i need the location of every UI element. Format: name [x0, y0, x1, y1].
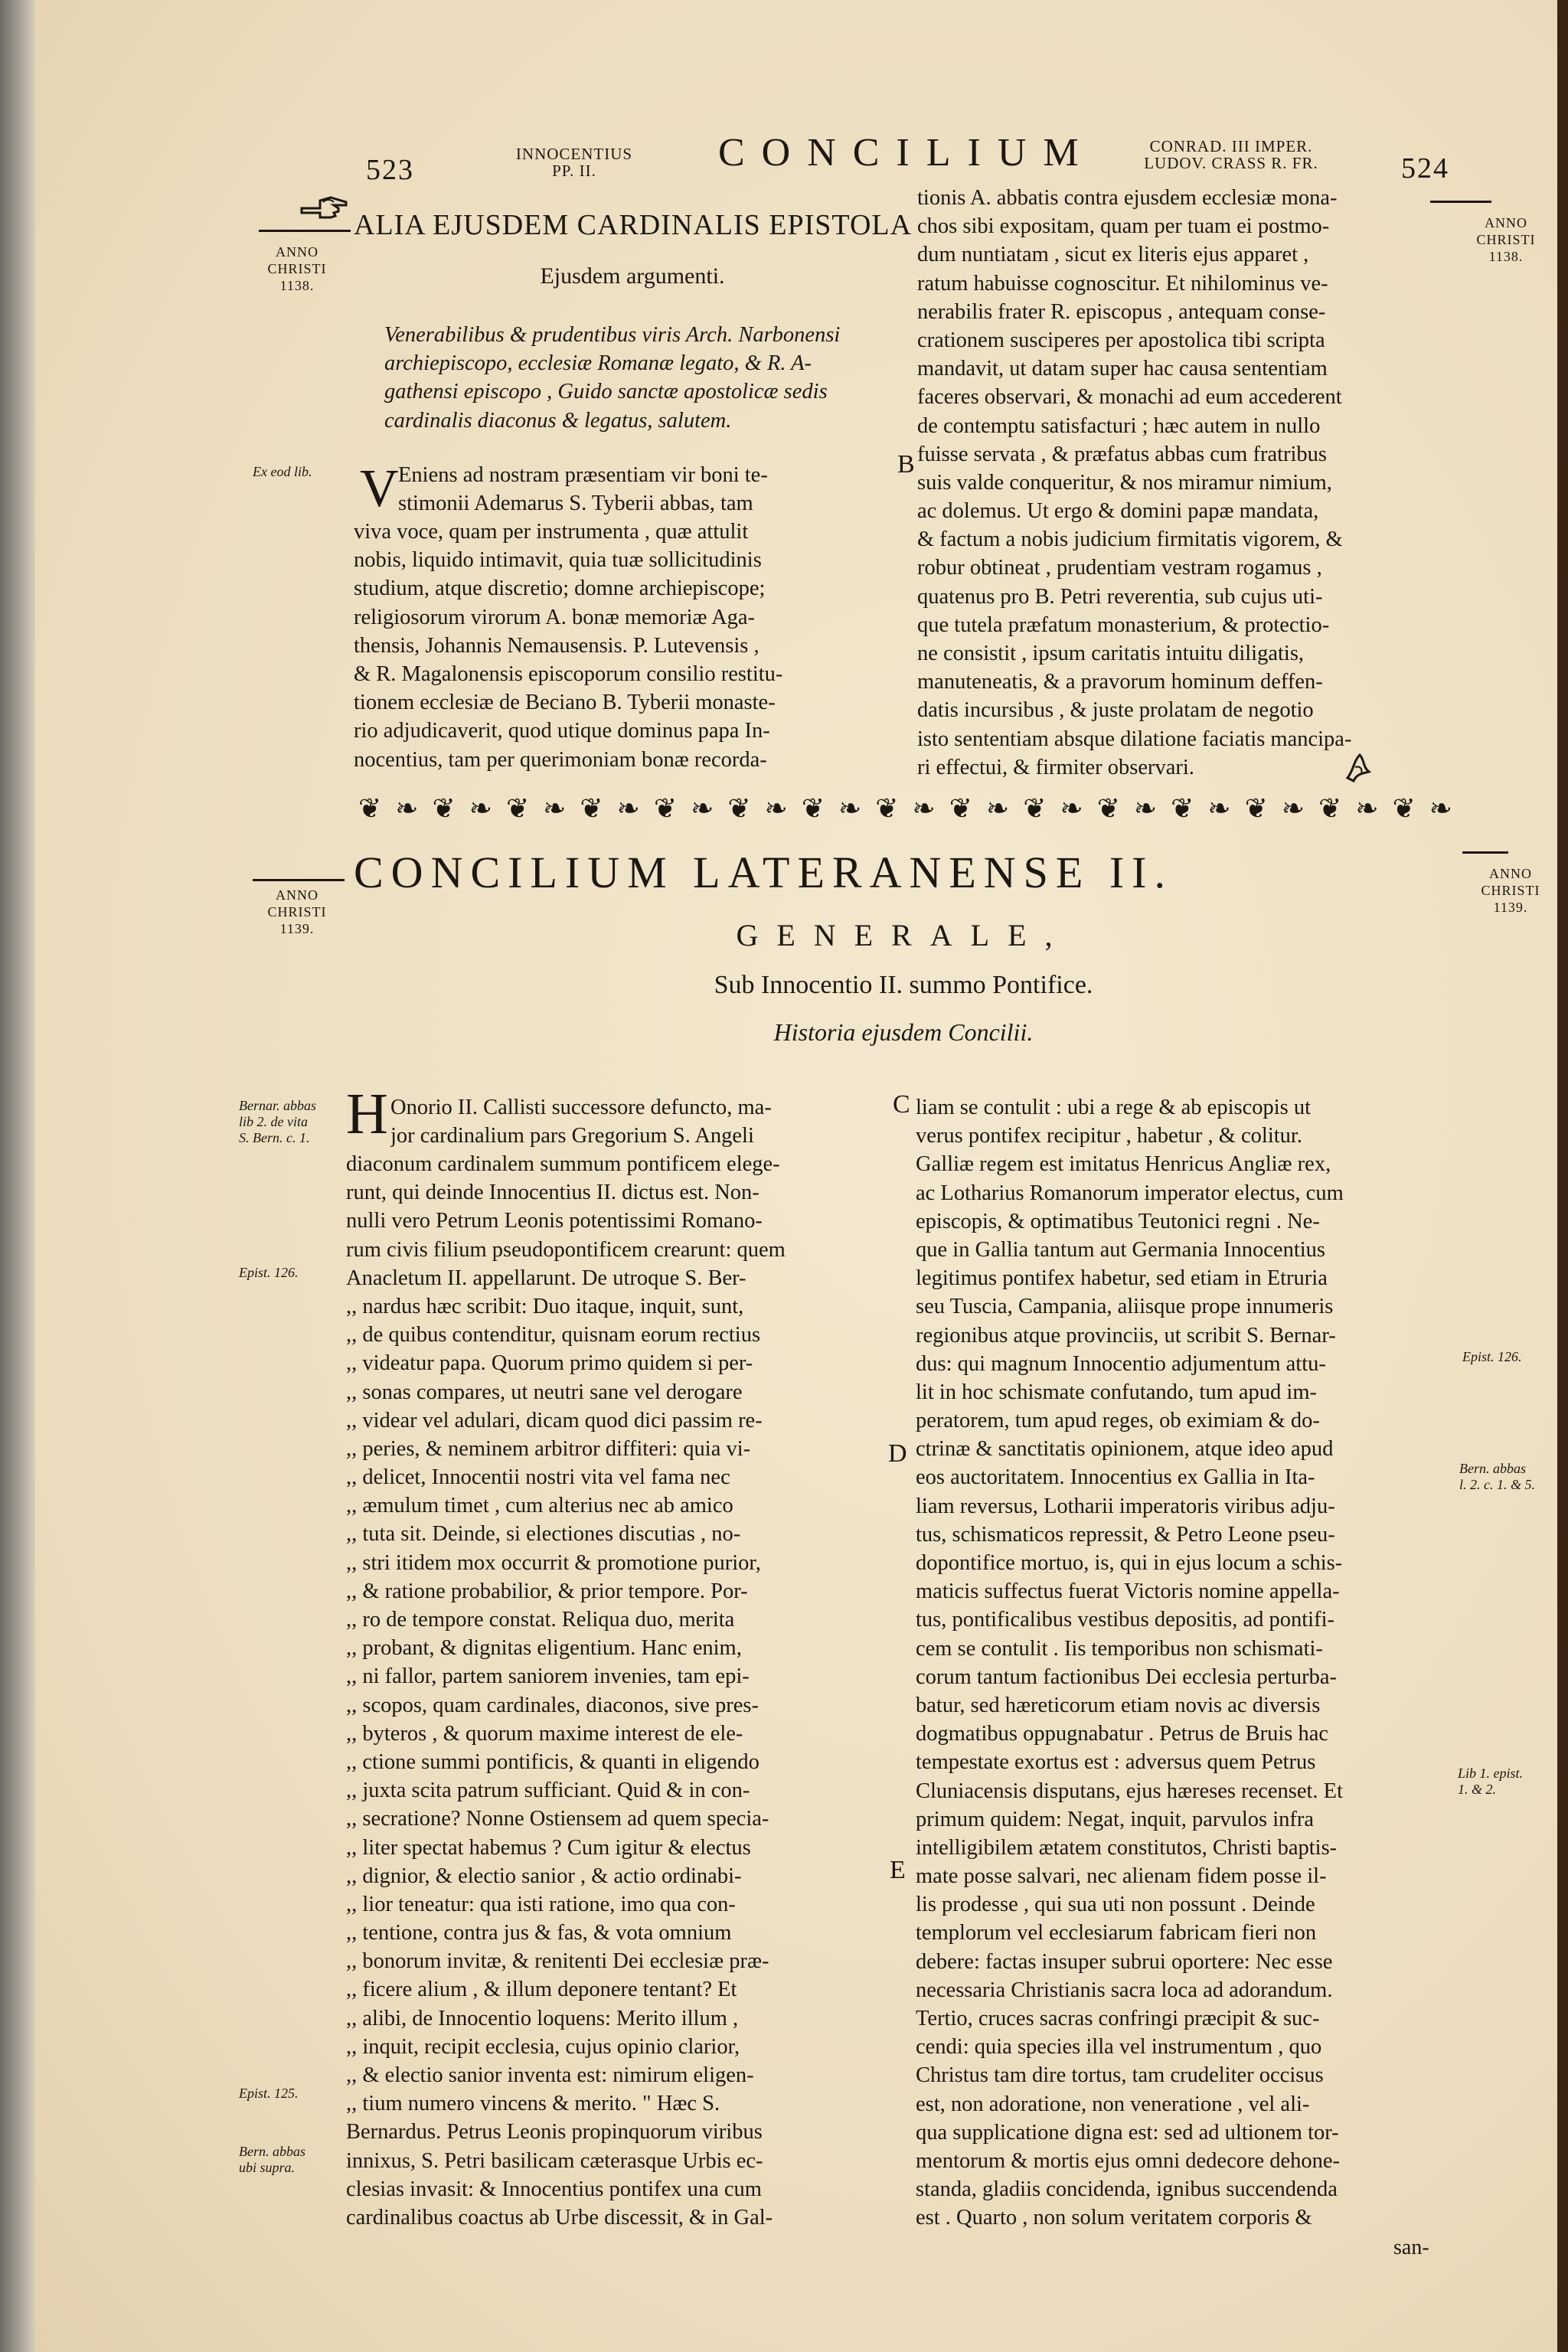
text-line: ctrinæ & sanctitatis opinionem, atque ideo apud — [916, 1437, 1334, 1462]
text-line: Tertio, cruces sacras confringi præcipit & suc- — [916, 2007, 1320, 2030]
margin-christi-label: CHRISTI — [1481, 883, 1540, 898]
margin-ref-ex-eod-lib: Ex eod lib. — [253, 464, 312, 479]
fleuron-icon: ❧ — [912, 793, 936, 824]
fleuron-icon: ❧ — [469, 793, 493, 824]
text-line: clesias invasit: & Innocentius pontifex una cum — [346, 2177, 762, 2201]
fleuron-icon: ❦ — [1023, 793, 1047, 824]
fleuron-icon: ❦ — [1096, 793, 1121, 824]
text-line: ,, ni fallor, partem saniorem invenies, tam epi- — [346, 1664, 750, 1689]
margin-rule — [253, 879, 345, 881]
text-line: episcopis, & optimatibus Teutonici regni . Ne- — [916, 1209, 1320, 1233]
text-line: ac Lotharius Romanorum imperator electus, cum — [916, 1181, 1344, 1205]
text-line: Onorio II. Callisti successore defuncto, ma- — [390, 1096, 772, 1119]
text-line: ,, stri itidem mox occurrit & promotione purior, — [346, 1550, 761, 1575]
text-line: nulli vero Petrum Leonis potentissimi Romano- — [346, 1209, 763, 1233]
text-line: jor cardinalium pars Gregorium S. Angeli — [390, 1124, 754, 1148]
margin-ref-bern-ubi — [239, 2144, 305, 2176]
text-line: dogmatibus oppugnabatur . Petrus de Bruis hac — [916, 1722, 1329, 1746]
text-line: faceres observari, & monachi ad eum accederent — [917, 385, 1342, 410]
text-line: ri effectui, & firmiter observari. — [917, 755, 1194, 779]
epistola-heading: ALIA EJUSDEM CARDINALIS EPISTOLA — [354, 209, 913, 241]
fleuron-icon: ❧ — [1133, 793, 1158, 824]
header-pope-line2: PP. II. — [552, 162, 596, 180]
text-line: ac dolemus. Ut ergo & domini papæ mandata, — [917, 499, 1319, 524]
text-line: datis incursibus , & juste prolatam de negotio — [917, 698, 1314, 723]
text-line: rio adjudicaverit, quod utique dominus papa In- — [354, 719, 770, 743]
concilium-right-column — [916, 1093, 1459, 2233]
fleuron-icon: ❦ — [432, 793, 456, 824]
text-line: chos sibi expositam, quam per tuam ei postmo- — [917, 214, 1330, 239]
epistola-left-column-cont — [354, 518, 896, 774]
dropcap-v: V — [360, 459, 399, 518]
text-line: ,, liter spectat habemus ? Cum igitur & electus — [346, 1835, 751, 1860]
header-title: CONCILIUM — [718, 131, 1096, 175]
margin-anno-1139-right — [1468, 865, 1553, 916]
text-line: Cluniacensis disputans, ejus hæreses recenset. Et — [916, 1779, 1344, 1803]
concilium-title: CONCILIUM LATERANENSE II. — [354, 848, 1173, 897]
text-line: est . Quarto , non solum veritatem corporis & — [916, 2206, 1312, 2230]
fleuron-icon: ❧ — [1281, 793, 1306, 824]
text-line: cardinalibus coactus ab Urbe discessit, & in Gal- — [346, 2205, 773, 2230]
text-line: batur, sed hæreticorum etiam novis ac diversis — [916, 1693, 1321, 1717]
text-line: Galliæ regem est imitatus Henricus Angliæ rex, — [916, 1152, 1331, 1177]
margin-ref-epist-126-right: Epist. 126. — [1462, 1349, 1522, 1364]
text-line: standa, gladiis concidenda, ignibus succendenda — [916, 2177, 1338, 2202]
margin-year: 1138. — [1488, 249, 1524, 264]
text-line: dopontifice mortuo, is, qui in ejus locum a schis- — [916, 1551, 1343, 1575]
fleuron-icon: ❧ — [616, 793, 641, 824]
text-line: ,, æmulum timet , cum alterius nec ab amico — [346, 1494, 733, 1518]
text-line: mandavit, ut datam super hac causa sententiam — [917, 357, 1328, 381]
text-line: ,, juxta scita patrum sufficiant. Quid & in con- — [346, 1779, 750, 1803]
text-line: religiosorum virorum A. bonæ memoriæ Aga- — [354, 605, 756, 629]
text-line: thensis, Johannis Nemausensis. P. Lutevensis , — [354, 633, 760, 658]
margin-year: 1139. — [279, 921, 315, 936]
margin-anno-label: ANNO — [276, 887, 318, 903]
fleuron-icon: ❦ — [727, 793, 752, 824]
text-line: ,, & electio sanior inventa est: nimirum eligen- — [346, 2063, 754, 2087]
margin-anno-1139-left — [251, 887, 343, 937]
text-line: ,, delicet, Innocentii nostri vita vel fama nec — [346, 1465, 730, 1490]
text-line: stimonii Ademarus S. Tyberii abbas, tam — [398, 492, 753, 516]
text-line: robur obtineat , prudentiam vestram rogamus , — [917, 556, 1322, 580]
fleuron-icon: ❦ — [358, 793, 383, 824]
fleuron-icon: ❦ — [1244, 793, 1269, 824]
epistola-right-column — [917, 184, 1459, 782]
fleuron-icon: ❦ — [580, 793, 604, 824]
text-line: lit in hoc schismate confutando, tum apud im- — [916, 1380, 1317, 1404]
fleuron-icon: ❧ — [1429, 793, 1453, 824]
dropcap-h: H — [346, 1082, 388, 1146]
margin-anno-1138-left — [251, 243, 343, 294]
fleuron-icon: ❧ — [764, 793, 789, 824]
margin-anno-1138-right — [1464, 214, 1548, 265]
epistola-subheading: Ejusdem argumenti. — [540, 263, 725, 289]
text-line: suis valde conqueritur, & nos miramur nimium, — [917, 470, 1332, 495]
epistola-salutation — [384, 322, 896, 436]
margin-ref-line: l. 2. c. 1. & 5. — [1459, 1477, 1535, 1492]
text-line: quatenus pro B. Petri reverentia, sub cujus uti- — [917, 584, 1323, 609]
text-line: que tutela præfatum monasterium, & protectio- — [917, 612, 1330, 637]
text-line: nerabilis frater R. episcopus , antequam conse- — [917, 299, 1326, 324]
text-line: corum tantum factionibus Dei ecclesia perturba- — [916, 1664, 1337, 1689]
margin-year: 1138. — [279, 278, 315, 293]
text-line: dus: qui magnum Innocentio adjumentum attu- — [916, 1351, 1326, 1376]
section-letter-b: B — [897, 450, 915, 479]
margin-ref-epist-126-left: Epist. 126. — [239, 1265, 299, 1280]
text-line: ,, nardus hæc scribit: Duo itaque, inquit, sunt, — [346, 1294, 744, 1318]
text-line: rum civis filium pseudopontificem crearunt: quem — [346, 1237, 786, 1262]
text-line: mate posse salvari, nec alienam fidem posse il- — [916, 1864, 1327, 1889]
text-line: dum nuntiatam , sicut ex literis ejus apparet , — [917, 243, 1309, 267]
margin-ref-line: Lib 1. epist. — [1458, 1766, 1524, 1781]
tailpiece-icon — [1340, 747, 1378, 789]
fleuron-icon: ❧ — [838, 793, 863, 824]
text-line: ,, tium numero vincens & merito. " Hæc S. — [346, 2092, 720, 2116]
header-pope-line1: INNOCENTIUS — [515, 145, 633, 163]
text-line: ,, videar vel adulari, dicam quod dici passim re- — [346, 1408, 763, 1432]
margin-ref-line: S. Bern. c. 1. — [239, 1130, 310, 1145]
epistola-left-column — [398, 461, 896, 518]
salutation-line: cardinalis diaconus & legatus, salutem. — [384, 408, 732, 433]
salutation-line: Venerabilibus & prudentibus viris Arch. Narbonensi — [384, 323, 841, 347]
section-letter-c: C — [893, 1090, 910, 1119]
concilium-historia: Historia ejusdem Concilii. — [773, 1018, 1034, 1046]
fleuron-icon: ❧ — [543, 793, 567, 824]
text-line: regionibus atque provinciis, ut scribit S. Bernar- — [916, 1323, 1336, 1348]
page-edge — [1557, 0, 1568, 2352]
text-line: debere: factas insuper subrui oportere: Nec esse — [916, 1949, 1333, 1974]
text-line: ,, peries, & neminem arbitror diffiteri: quia vi- — [346, 1436, 751, 1461]
margin-ref-line: ubi supra. — [239, 2160, 296, 2175]
fleuron-icon: ❧ — [1207, 793, 1232, 824]
text-line: maticis suffectus fuerat Victoris nomine appella- — [916, 1579, 1340, 1604]
catchword: san- — [1393, 2236, 1429, 2259]
fleuron-icon: ❦ — [875, 793, 900, 824]
text-line: fuisse servata , & præfatus abbas cum fratribus — [917, 442, 1328, 466]
text-line: est, non adoratione, non veneratione , vel ali- — [916, 2092, 1310, 2116]
concilium-left-column — [346, 1150, 896, 2232]
fleuron-icon: ❧ — [1355, 793, 1380, 824]
pointing-hand-icon — [300, 191, 349, 227]
text-line: ,, ro de tempore constat. Reliqua duo, merita — [346, 1608, 735, 1632]
text-line: crationem susciperes per apostolica tibi scripta — [917, 328, 1325, 352]
text-line: ,, byteros , & quorum maxime interest de ele- — [346, 1721, 743, 1746]
margin-ref-lib-epist — [1458, 1766, 1523, 1798]
text-line: ,, tentione, contra jus & fas, & vota omnium — [346, 1921, 732, 1945]
text-line: necessaria Christianis sacra loca ad adorandum. — [916, 1978, 1333, 2002]
margin-rule — [1462, 851, 1508, 854]
text-line: primum quidem: Negat, inquit, parvulos infra — [916, 1807, 1315, 1831]
text-line: diaconum cardinalem summum pontificem elege- — [346, 1152, 780, 1176]
fleuron-icon: ❧ — [395, 793, 420, 824]
text-line: ,, bonorum invitæ, & renitenti Dei ecclesiæ præ- — [346, 1949, 769, 1974]
text-line: tempestate exortus est : adversus quem Petrus — [916, 1750, 1316, 1775]
fleuron-icon: ❧ — [1060, 793, 1084, 824]
text-line: que in Gallia tantum aut Germania Innocentius — [916, 1237, 1326, 1262]
text-line: ,, de quibus contenditur, quisnam eorum rectius — [346, 1323, 761, 1348]
margin-christi-label: CHRISTI — [1476, 232, 1536, 247]
text-line: nobis, liquido intimavit, quia tuæ sollicitudinis — [354, 548, 762, 573]
fleuron-icon: ❦ — [949, 793, 973, 824]
text-line: ,, alibi, de Innocentio loquens: Merito illum , — [346, 2006, 739, 2030]
text-line: ,, dignior, & electio sanior , & actio ordinabi- — [346, 1864, 742, 1888]
text-line: cendi: quia species illa vel instrumentum , quo — [916, 2035, 1322, 2060]
margin-anno-label: ANNO — [276, 244, 318, 260]
margin-christi-label: CHRISTI — [267, 904, 327, 920]
text-line: de contemptu satisfacturi ; hæc autem in nullo — [917, 413, 1321, 438]
concilium-left-column-top — [390, 1093, 896, 1150]
concilium-sub: Sub Innocentio II. summo Pontifice. — [714, 971, 1093, 999]
text-line: ,, & ratione probabilior, & prior tempore. Por- — [346, 1579, 748, 1603]
text-line: ,, tuta sit. Deinde, si electiones discutias , no- — [346, 1522, 741, 1547]
text-line: lis prodesse , qui sua uti non possunt . Deinde — [916, 1893, 1315, 1917]
text-line: Eniens ad nostram præsentiam vir boni te- — [398, 463, 768, 487]
text-line: manuteneatis, & a pravorum hominum deffen- — [917, 670, 1323, 694]
text-line: liam se contulit : ubi a rege & ab episcopis ut — [916, 1096, 1312, 1119]
fleuron-icon: ❦ — [1392, 793, 1416, 824]
text-line: studium, atque discretio; domne archiepiscope; — [354, 577, 766, 601]
text-line: tus, pontificalibus vestibus depositis, ad pontifi- — [916, 1608, 1334, 1632]
margin-ref-line: 1. & 2. — [1458, 1782, 1497, 1797]
margin-anno-label: ANNO — [1485, 215, 1527, 230]
text-line: legitimus pontifex habetur, sed etiam in Etruria — [916, 1266, 1328, 1291]
margin-ref-bern-abbas — [1459, 1461, 1535, 1493]
text-line: tus, schismaticos repressit, & Petro Leone pseu- — [916, 1522, 1335, 1547]
header-emperor-line2: LUDOV. CRASS R. FR. — [1144, 154, 1318, 172]
text-line: Christus tam dire tortus, tam crudeliter occisus — [916, 2063, 1324, 2088]
salutation-line: archiepiscopo, ecclesiæ Romanæ legato, & R. A- — [384, 351, 812, 376]
text-line: ,, scopos, quam cardinales, diaconos, sive pres- — [346, 1693, 759, 1717]
text-line: mentorum & mortis ejus omni dedecore dehone- — [916, 2148, 1341, 2173]
header-emperor-line1: CONRAD. III IMPER. — [1149, 137, 1313, 155]
salutation-line: gathensi episcopo , Guido sanctæ apostolicæ sedis — [384, 380, 828, 404]
text-line: cem se contulit . Iis temporibus non schismati- — [916, 1636, 1323, 1661]
fleuron-icon: ❦ — [1171, 793, 1195, 824]
text-line: ,, ctione summi pontificis, & quanti in eligendo — [346, 1749, 760, 1774]
fleuron-icon: ❦ — [653, 793, 678, 824]
text-line: templorum vel ecclesiarum fabricam fieri non — [916, 1921, 1317, 1945]
margin-ref-line: Bern. abbas — [1459, 1461, 1526, 1476]
concilium-generale: GENERALE, — [736, 918, 1071, 952]
fleuron-band — [358, 793, 1453, 824]
text-line: ,, videatur papa. Quorum primo quidem si per- — [346, 1351, 753, 1376]
fleuron-icon: ❧ — [691, 793, 715, 824]
text-line: ,, probant, & dignitas eligentium. Hanc enim, — [346, 1636, 742, 1661]
fleuron-icon: ❧ — [985, 793, 1011, 824]
text-line: eos auctoritatem. Innocentius ex Gallia in Ita- — [916, 1465, 1315, 1490]
text-line: tionem ecclesiæ de Beciano B. Tyberii monaste- — [354, 691, 776, 715]
margin-rule — [259, 230, 351, 232]
page-number-right: 524 — [1401, 152, 1449, 185]
text-line: viva voce, quam per instrumenta , quæ attulit — [354, 520, 749, 544]
text-line: Anacletum II. appellarunt. De utroque S. Ber- — [346, 1266, 746, 1290]
margin-christi-label: CHRISTI — [267, 261, 327, 276]
margin-ref-line: lib 2. de vita — [239, 1114, 308, 1129]
text-line: runt, qui deinde Innocentius II. dictus est. Non- — [346, 1181, 760, 1205]
text-line: & R. Magalonensis episcoporum consilio restitu- — [354, 662, 783, 686]
margin-anno-label: ANNO — [1489, 866, 1532, 881]
text-line: ne consistit , ipsum caritatis intuitu diligatis, — [917, 642, 1305, 665]
margin-ref-epist-125: Epist. 125. — [239, 2086, 299, 2101]
margin-ref-bernardus — [239, 1098, 316, 1146]
text-line: liam reversus, Lotharii imperatoris viribus adju- — [916, 1494, 1335, 1518]
section-letter-d: D — [888, 1439, 907, 1468]
text-line: ratum habuisse cognoscitur. Et nihilominus ve- — [917, 271, 1328, 296]
text-line: Bernardus. Petrus Leonis propinquorum viribus — [346, 2120, 763, 2145]
text-line: intelligibilem ætatem constitutos, Christi baptis- — [916, 1835, 1338, 1860]
text-line: ,, inquit, recipit ecclesia, cujus opinio clarior, — [346, 2034, 740, 2059]
header-emperor — [1109, 138, 1354, 172]
page-number-left: 523 — [366, 154, 414, 186]
text-line: nocentius, tam per querimoniam bonæ recorda- — [354, 747, 767, 772]
text-line: seu Tuscia, Campania, aliisque prope innumeris — [916, 1295, 1334, 1319]
text-line: peratorem, tum apud reges, ob eximiam & do- — [916, 1409, 1320, 1433]
margin-ref-line: Bern. abbas — [239, 2144, 305, 2159]
text-line: & factum a nobis judicium firmitatis vigorem, & — [917, 528, 1343, 552]
header-pope — [490, 145, 658, 179]
fleuron-icon: ❦ — [1318, 793, 1343, 824]
text-line: tionis A. abbatis contra ejusdem ecclesiæ mona- — [917, 186, 1338, 210]
text-line: ,, sonas compares, ut neutri sane vel derogare — [346, 1380, 743, 1404]
margin-year: 1139. — [1493, 900, 1528, 915]
fleuron-icon: ❦ — [505, 793, 531, 824]
margin-ref-line: Bernar. abbas — [239, 1098, 317, 1113]
text-line: isto sententiam absque dilatione faciatis mancipa- — [917, 727, 1352, 751]
text-line: ,, ficere alium , & illum deponere tentant? Et — [346, 1978, 737, 2002]
text-line: innixus, S. Petri basilicam cæterasque Urbis ec- — [346, 2148, 763, 2173]
fleuron-icon: ❦ — [801, 793, 825, 824]
text-line: verus pontifex recipitur , habetur , & colitur. — [916, 1124, 1302, 1148]
text-line: ,, secratione? Nonne Ostiensem ad quem specia- — [346, 1807, 769, 1831]
binding-edge — [0, 0, 35, 2352]
text-line: ,, lior teneatur: qua isti ratione, imo qua con- — [346, 1892, 736, 1916]
text-line: qua supplicatione digna est: sed ad ultionem tor- — [916, 2120, 1339, 2145]
section-letter-e: E — [890, 1856, 906, 1884]
